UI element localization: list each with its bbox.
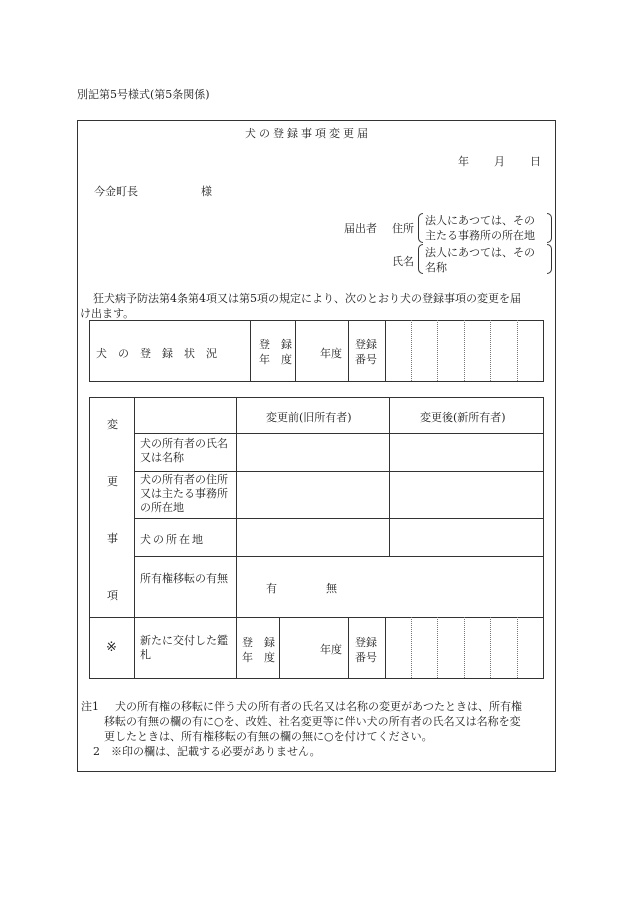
- date-day[interactable]: 日: [530, 155, 541, 168]
- row-owner-name-label: 犬の所有者の氏名又は名称: [140, 437, 228, 464]
- statement-line1: 狂犬病予防法第4条第4項又は第5項の規定により、次のとおり犬の登録事項の変更を届: [93, 292, 521, 305]
- side-label-3: 事: [107, 532, 118, 545]
- date-year[interactable]: 年: [458, 155, 469, 168]
- form-code: 別記第5号様式(第5条関係): [77, 88, 210, 101]
- address-bracket-right: [547, 213, 552, 243]
- transfer-yes[interactable]: 有: [266, 582, 277, 595]
- reg-year-label-line1: 登 録: [259, 338, 292, 351]
- new-tag-label: 新たに交付した鑑札: [140, 634, 228, 661]
- tag-year-label-line1: 登 録: [242, 636, 275, 649]
- form-title: 犬の登録事項変更届: [245, 127, 371, 140]
- reg-year-label-line2: 年 度: [259, 353, 292, 366]
- name-note-line2: 名称: [425, 261, 447, 274]
- name-label: 氏名: [392, 255, 414, 268]
- tag-number-label-line2: 番号: [355, 651, 377, 664]
- col-header-before: 変更前(旧所有者): [266, 411, 352, 424]
- row-dog-location-label: 犬の所在地: [140, 533, 205, 546]
- note2: 2 ※印の欄は、記載する必要がありません。: [93, 745, 321, 758]
- address-bracket-left: [418, 213, 423, 243]
- side-label-1: 変: [107, 418, 118, 431]
- name-bracket-left: [418, 244, 423, 274]
- addressee-honorific: 様: [201, 185, 212, 198]
- date-month[interactable]: 月: [494, 155, 505, 168]
- name-bracket-right: [547, 244, 552, 274]
- addressee-name: 今金町長: [94, 185, 138, 198]
- note-mark: ※: [106, 640, 117, 655]
- col-header-after: 変更後(新所有者): [420, 411, 506, 424]
- reg-fiscal-year[interactable]: 年度: [320, 347, 342, 360]
- side-label-2: 更: [107, 475, 118, 488]
- address-label: 住所: [392, 222, 414, 235]
- tag-number-label-line1: 登録: [355, 636, 377, 649]
- statement-line2: け出ます。: [80, 307, 135, 320]
- side-label-4: 項: [107, 589, 118, 602]
- reg-number-label-line1: 登録: [355, 338, 377, 351]
- note1-line3: 更したときは、所有権移転の有無の欄の無に○を付けてください。: [104, 730, 433, 743]
- note1-line1: 犬の所有権の移転に伴う犬の所有者の氏名又は名称の変更があつたときは、所有権: [115, 700, 522, 713]
- address-note-line1: 法人にあつては、その: [425, 214, 535, 227]
- reg-number-label-line2: 番号: [355, 353, 377, 366]
- tag-year-label-line2: 年 度: [242, 651, 275, 664]
- tag-fiscal-year[interactable]: 年度: [320, 643, 342, 656]
- note1-line2: 移転の有無の欄の有に○を、改姓、社名変更等に伴い犬の所有者の氏名又は名称を変: [104, 715, 521, 728]
- row-transfer-label: 所有権移転の有無: [140, 572, 228, 585]
- name-note-line1: 法人にあつては、その: [425, 246, 535, 259]
- registration-status-label: 犬 の 登 録 状 況: [96, 347, 217, 360]
- transfer-no[interactable]: 無: [326, 582, 337, 595]
- address-note-line2: 主たる事務所の所在地: [425, 229, 535, 242]
- applicant-label: 届出者: [344, 222, 377, 235]
- note1-prefix: 注1: [81, 700, 99, 713]
- row-owner-address-label: 犬の所有者の住所又は主たる事務所の所在地: [140, 473, 228, 514]
